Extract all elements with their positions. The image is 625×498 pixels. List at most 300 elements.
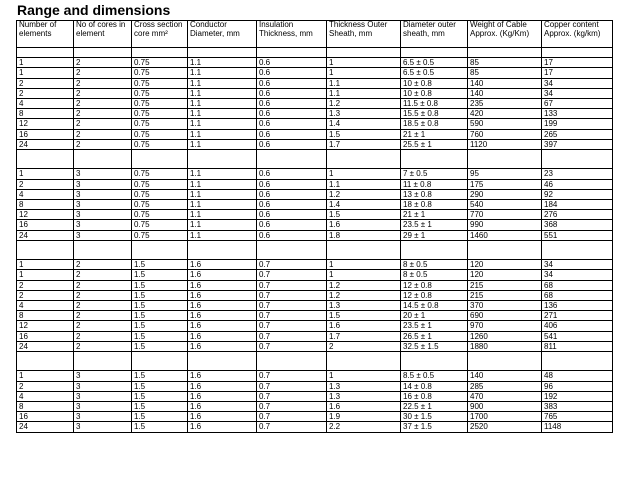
table-cell: 551 xyxy=(542,230,613,240)
empty-cell xyxy=(17,150,74,169)
table-cell: 2 xyxy=(74,88,132,98)
table-cell: 2 xyxy=(74,270,132,280)
table-cell: 1 xyxy=(17,371,74,381)
table-cell: 3 xyxy=(74,391,132,401)
table-cell: 1.5 xyxy=(132,290,188,300)
table-cell: 215 xyxy=(468,290,542,300)
table-cell: 0.7 xyxy=(257,311,327,321)
table-cell: 2 xyxy=(74,58,132,68)
table-cell: 2 xyxy=(74,280,132,290)
table-cell: 3 xyxy=(74,381,132,391)
empty-cell xyxy=(132,240,188,259)
table-cell: 2 xyxy=(74,68,132,78)
empty-cell xyxy=(468,240,542,259)
column-header: Weight of Cable Approx. (Kg/Km) xyxy=(468,21,542,48)
table-cell: 0.6 xyxy=(257,169,327,179)
table-cell: 8 ± 0.5 xyxy=(401,270,468,280)
table-cell: 0.75 xyxy=(132,78,188,88)
table-cell: 370 xyxy=(468,301,542,311)
table-cell: 85 xyxy=(468,68,542,78)
table-cell: 20 ± 1 xyxy=(401,311,468,321)
table-cell: 11 ± 0.8 xyxy=(401,179,468,189)
table-cell: 1.5 xyxy=(327,129,401,139)
empty-cell xyxy=(327,240,401,259)
table-cell: 1.1 xyxy=(188,68,257,78)
empty-cell xyxy=(327,150,401,169)
table-cell: 2 xyxy=(74,311,132,321)
table-cell: 12 xyxy=(17,321,74,331)
table-cell: 383 xyxy=(542,402,613,412)
table-cell: 0.6 xyxy=(257,189,327,199)
dimensions-table xyxy=(16,20,613,433)
empty-cell xyxy=(17,240,74,259)
table-cell: 0.6 xyxy=(257,139,327,149)
table-row xyxy=(17,179,613,189)
table-cell: 2.2 xyxy=(327,422,401,432)
empty-cell xyxy=(401,352,468,371)
spacer-row xyxy=(17,240,613,259)
table-cell: 0.7 xyxy=(257,391,327,401)
table-cell: 1.1 xyxy=(188,220,257,230)
empty-cell xyxy=(401,150,468,169)
table-cell: 1.3 xyxy=(327,109,401,119)
empty-cell xyxy=(542,240,613,259)
table-cell: 18 ± 0.8 xyxy=(401,200,468,210)
table-cell: 136 xyxy=(542,301,613,311)
table-cell: 1.6 xyxy=(188,412,257,422)
table-cell: 68 xyxy=(542,280,613,290)
table-cell: 2 xyxy=(17,290,74,300)
column-header: Copper content Approx. (kg/km) xyxy=(542,21,613,48)
table-cell: 0.6 xyxy=(257,230,327,240)
table-cell: 1.6 xyxy=(188,270,257,280)
table-cell: 0.6 xyxy=(257,200,327,210)
table-cell: 1.3 xyxy=(327,381,401,391)
table-cell: 18.5 ± 0.8 xyxy=(401,119,468,129)
table-cell: 0.75 xyxy=(132,210,188,220)
table-cell: 0.6 xyxy=(257,220,327,230)
table-cell: 1.6 xyxy=(188,290,257,300)
table-cell: 540 xyxy=(468,200,542,210)
table-cell: 0.7 xyxy=(257,412,327,422)
table-cell: 10 ± 0.8 xyxy=(401,78,468,88)
table-cell: 420 xyxy=(468,109,542,119)
empty-cell xyxy=(132,48,188,58)
table-cell: 32.5 ± 1.5 xyxy=(401,341,468,351)
table-cell: 0.75 xyxy=(132,139,188,149)
table-cell: 2 xyxy=(17,280,74,290)
table-cell: 2 xyxy=(74,78,132,88)
empty-cell xyxy=(468,48,542,58)
table-cell: 2 xyxy=(74,139,132,149)
table-cell: 3 xyxy=(74,422,132,432)
table-cell: 46 xyxy=(542,179,613,189)
table-cell: 0.7 xyxy=(257,331,327,341)
table-cell: 1.2 xyxy=(327,280,401,290)
table-cell: 1.5 xyxy=(132,412,188,422)
table-cell: 0.6 xyxy=(257,119,327,129)
table-cell: 2 xyxy=(17,381,74,391)
table-cell: 0.6 xyxy=(257,78,327,88)
empty-cell xyxy=(132,150,188,169)
table-cell: 0.6 xyxy=(257,68,327,78)
table-cell: 1.1 xyxy=(188,210,257,220)
table-cell: 8 ± 0.5 xyxy=(401,260,468,270)
table-cell: 1.6 xyxy=(188,422,257,432)
table-cell: 406 xyxy=(542,321,613,331)
table-cell: 3 xyxy=(74,402,132,412)
table-cell: 0.7 xyxy=(257,290,327,300)
table-cell: 1.1 xyxy=(188,139,257,149)
table-cell: 765 xyxy=(542,412,613,422)
table-cell: 2 xyxy=(74,290,132,300)
table-cell: 1.6 xyxy=(188,391,257,401)
table-cell: 3 xyxy=(74,412,132,422)
table-cell: 2 xyxy=(74,119,132,129)
table-cell: 0.7 xyxy=(257,341,327,351)
table-cell: 1700 xyxy=(468,412,542,422)
table-cell: 470 xyxy=(468,391,542,401)
table-cell: 24 xyxy=(17,422,74,432)
table-cell: 760 xyxy=(468,129,542,139)
table-cell: 1.1 xyxy=(188,189,257,199)
table-cell: 0.7 xyxy=(257,381,327,391)
table-cell: 120 xyxy=(468,260,542,270)
empty-cell xyxy=(468,150,542,169)
table-cell: 1 xyxy=(17,68,74,78)
table-cell: 1.1 xyxy=(188,169,257,179)
table-cell: 1148 xyxy=(542,422,613,432)
spacer-row xyxy=(17,150,613,169)
table-cell: 285 xyxy=(468,381,542,391)
table-cell: 1460 xyxy=(468,230,542,240)
table-cell: 1.1 xyxy=(188,200,257,210)
table-cell: 3 xyxy=(74,179,132,189)
table-cell: 1.1 xyxy=(188,119,257,129)
table-cell: 2 xyxy=(74,260,132,270)
table-cell: 2 xyxy=(74,331,132,341)
table-cell: 1.5 xyxy=(132,270,188,280)
table-cell: 1880 xyxy=(468,341,542,351)
table-cell: 1.5 xyxy=(132,391,188,401)
table-cell: 0.6 xyxy=(257,99,327,109)
table-cell: 37 ± 1.5 xyxy=(401,422,468,432)
table-cell: 140 xyxy=(468,88,542,98)
table-cell: 271 xyxy=(542,311,613,321)
table-cell: 0.6 xyxy=(257,129,327,139)
table-cell: 1.6 xyxy=(188,311,257,321)
table-cell: 0.7 xyxy=(257,280,327,290)
table-cell: 29 ± 1 xyxy=(401,230,468,240)
table-cell: 290 xyxy=(468,189,542,199)
empty-cell xyxy=(74,352,132,371)
table-cell: 265 xyxy=(542,129,613,139)
table-row xyxy=(17,341,613,351)
table-cell: 6.5 ± 0.5 xyxy=(401,58,468,68)
table-cell: 1 xyxy=(327,68,401,78)
column-header: No of cores in element xyxy=(74,21,132,48)
table-cell: 3 xyxy=(74,210,132,220)
table-cell: 16 xyxy=(17,220,74,230)
table-cell: 0.7 xyxy=(257,371,327,381)
table-cell: 0.75 xyxy=(132,58,188,68)
table-cell: 1.1 xyxy=(188,179,257,189)
table-cell: 7 ± 0.5 xyxy=(401,169,468,179)
table-row xyxy=(17,139,613,149)
table-cell: 68 xyxy=(542,290,613,300)
table-cell: 1.5 xyxy=(132,371,188,381)
empty-cell xyxy=(542,352,613,371)
table-cell: 16 xyxy=(17,129,74,139)
table-cell: 2 xyxy=(327,341,401,351)
table-cell: 48 xyxy=(542,371,613,381)
table-cell: 1.5 xyxy=(132,301,188,311)
table-cell: 67 xyxy=(542,99,613,109)
table-cell: 0.7 xyxy=(257,402,327,412)
table-cell: 1.6 xyxy=(188,280,257,290)
table-cell: 1.1 xyxy=(188,230,257,240)
table-cell: 12 xyxy=(17,210,74,220)
table-cell: 1.1 xyxy=(188,129,257,139)
table-cell: 3 xyxy=(74,371,132,381)
table-cell: 397 xyxy=(542,139,613,149)
table-cell: 34 xyxy=(542,88,613,98)
table-cell: 1.4 xyxy=(327,119,401,129)
table-cell: 2 xyxy=(74,109,132,119)
table-cell: 1 xyxy=(327,58,401,68)
table-cell: 1.5 xyxy=(132,260,188,270)
table-cell: 16 xyxy=(17,412,74,422)
table-cell: 1.9 xyxy=(327,412,401,422)
table-cell: 1.5 xyxy=(132,311,188,321)
table-cell: 1 xyxy=(17,58,74,68)
table-cell: 23.5 ± 1 xyxy=(401,321,468,331)
table-row xyxy=(17,88,613,98)
table-cell: 1.6 xyxy=(327,402,401,412)
empty-cell xyxy=(401,240,468,259)
table-cell: 184 xyxy=(542,200,613,210)
table-cell: 0.7 xyxy=(257,270,327,280)
empty-cell xyxy=(257,240,327,259)
table-cell: 0.6 xyxy=(257,210,327,220)
table-row xyxy=(17,331,613,341)
table-cell: 1.6 xyxy=(188,381,257,391)
table-cell: 770 xyxy=(468,210,542,220)
table-cell: 4 xyxy=(17,391,74,401)
empty-cell xyxy=(17,352,74,371)
table-row xyxy=(17,210,613,220)
table-row xyxy=(17,169,613,179)
table-cell: 16 ± 0.8 xyxy=(401,391,468,401)
table-cell: 2 xyxy=(74,129,132,139)
empty-cell xyxy=(327,352,401,371)
table-row xyxy=(17,280,613,290)
table-cell: 1.6 xyxy=(327,321,401,331)
table-cell: 1.8 xyxy=(327,230,401,240)
table-cell: 24 xyxy=(17,139,74,149)
table-cell: 1 xyxy=(327,270,401,280)
table-cell: 12 ± 0.8 xyxy=(401,280,468,290)
table-cell: 0.6 xyxy=(257,179,327,189)
table-row xyxy=(17,290,613,300)
table-cell: 1.1 xyxy=(327,78,401,88)
table-cell: 0.75 xyxy=(132,169,188,179)
spacer-row xyxy=(17,48,613,58)
table-cell: 0.75 xyxy=(132,68,188,78)
table-cell: 1.1 xyxy=(188,88,257,98)
table-cell: 690 xyxy=(468,311,542,321)
table-cell: 1.7 xyxy=(327,139,401,149)
table-cell: 6.5 ± 0.5 xyxy=(401,68,468,78)
table-cell: 1.7 xyxy=(327,331,401,341)
table-cell: 0.6 xyxy=(257,109,327,119)
table-cell: 16 xyxy=(17,331,74,341)
table-cell: 199 xyxy=(542,119,613,129)
table-cell: 2 xyxy=(74,99,132,109)
table-cell: 34 xyxy=(542,270,613,280)
table-cell: 1.2 xyxy=(327,189,401,199)
table-row xyxy=(17,109,613,119)
table-cell: 10 ± 0.8 xyxy=(401,88,468,98)
table-cell: 3 xyxy=(74,169,132,179)
table-cell: 1.5 xyxy=(132,422,188,432)
table-row xyxy=(17,391,613,401)
table-row xyxy=(17,230,613,240)
table-row xyxy=(17,68,613,78)
table-cell: 21 ± 1 xyxy=(401,129,468,139)
table-cell: 14.5 ± 0.8 xyxy=(401,301,468,311)
table-cell: 0.75 xyxy=(132,200,188,210)
table-row xyxy=(17,412,613,422)
empty-cell xyxy=(74,48,132,58)
table-cell: 23 xyxy=(542,169,613,179)
table-cell: 1.6 xyxy=(188,371,257,381)
table-cell: 22.5 ± 1 xyxy=(401,402,468,412)
table-cell: 1.5 xyxy=(132,381,188,391)
empty-cell xyxy=(257,48,327,58)
table-cell: 95 xyxy=(468,169,542,179)
table-cell: 1.3 xyxy=(327,301,401,311)
table-cell: 1 xyxy=(327,260,401,270)
table-row xyxy=(17,422,613,432)
table-row xyxy=(17,321,613,331)
column-header: Diameter outer sheath, mm xyxy=(401,21,468,48)
table-cell: 990 xyxy=(468,220,542,230)
table-cell: 1.1 xyxy=(188,99,257,109)
table-cell: 1.6 xyxy=(188,321,257,331)
table-cell: 0.75 xyxy=(132,119,188,129)
table-cell: 1.6 xyxy=(188,341,257,351)
table-cell: 1.5 xyxy=(327,210,401,220)
table-cell: 24 xyxy=(17,341,74,351)
table-cell: 2520 xyxy=(468,422,542,432)
empty-cell xyxy=(188,352,257,371)
table-cell: 23.5 ± 1 xyxy=(401,220,468,230)
table-cell: 25.5 ± 1 xyxy=(401,139,468,149)
table-row xyxy=(17,371,613,381)
empty-cell xyxy=(188,150,257,169)
table-cell: 1.1 xyxy=(327,88,401,98)
table-body xyxy=(17,48,613,433)
table-cell: 1.1 xyxy=(188,58,257,68)
table-cell: 0.75 xyxy=(132,189,188,199)
table-row xyxy=(17,129,613,139)
empty-cell xyxy=(74,150,132,169)
table-cell: 24 xyxy=(17,230,74,240)
table-cell: 30 ± 1.5 xyxy=(401,412,468,422)
table-row xyxy=(17,200,613,210)
table-cell: 1.3 xyxy=(327,391,401,401)
empty-cell xyxy=(188,240,257,259)
table-header-row xyxy=(17,21,613,48)
table-cell: 2 xyxy=(17,88,74,98)
column-header: Thickness Outer Sheath, mm xyxy=(327,21,401,48)
empty-cell xyxy=(132,352,188,371)
table-cell: 34 xyxy=(542,78,613,88)
table-cell: 2 xyxy=(74,301,132,311)
empty-cell xyxy=(257,352,327,371)
table-cell: 0.7 xyxy=(257,422,327,432)
table-cell: 1.2 xyxy=(327,99,401,109)
table-cell: 133 xyxy=(542,109,613,119)
table-cell: 17 xyxy=(542,68,613,78)
table-cell: 1.5 xyxy=(132,331,188,341)
table-cell: 541 xyxy=(542,331,613,341)
table-cell: 92 xyxy=(542,189,613,199)
table-cell: 0.7 xyxy=(257,260,327,270)
table-cell: 2 xyxy=(17,78,74,88)
table-cell: 192 xyxy=(542,391,613,401)
table-cell: 1 xyxy=(17,260,74,270)
table-cell: 0.75 xyxy=(132,129,188,139)
table-row xyxy=(17,270,613,280)
table-cell: 3 xyxy=(74,189,132,199)
table-cell: 900 xyxy=(468,402,542,412)
table-cell: 970 xyxy=(468,321,542,331)
table-cell: 120 xyxy=(468,270,542,280)
table-cell: 276 xyxy=(542,210,613,220)
table-cell: 0.75 xyxy=(132,179,188,189)
empty-cell xyxy=(257,150,327,169)
column-header: Number of elements xyxy=(17,21,74,48)
table-cell: 2 xyxy=(74,321,132,331)
table-cell: 21 ± 1 xyxy=(401,210,468,220)
table-row xyxy=(17,99,613,109)
table-cell: 0.75 xyxy=(132,220,188,230)
table-cell: 0.6 xyxy=(257,58,327,68)
table-cell: 1.2 xyxy=(327,290,401,300)
table-cell: 1 xyxy=(327,371,401,381)
empty-cell xyxy=(542,48,613,58)
empty-cell xyxy=(401,48,468,58)
column-header: Conductor Diameter, mm xyxy=(188,21,257,48)
table-cell: 8 xyxy=(17,402,74,412)
table-cell: 235 xyxy=(468,99,542,109)
table-cell: 2 xyxy=(17,179,74,189)
table-cell: 1.6 xyxy=(188,260,257,270)
table-cell: 8 xyxy=(17,200,74,210)
table-cell: 12 xyxy=(17,119,74,129)
table-cell: 0.7 xyxy=(257,301,327,311)
table-row xyxy=(17,78,613,88)
table-cell: 1.6 xyxy=(327,220,401,230)
table-cell: 4 xyxy=(17,99,74,109)
table-cell: 12 ± 0.8 xyxy=(401,290,468,300)
table-cell: 8 xyxy=(17,311,74,321)
table-cell: 1120 xyxy=(468,139,542,149)
table-row xyxy=(17,119,613,129)
table-cell: 0.75 xyxy=(132,109,188,119)
